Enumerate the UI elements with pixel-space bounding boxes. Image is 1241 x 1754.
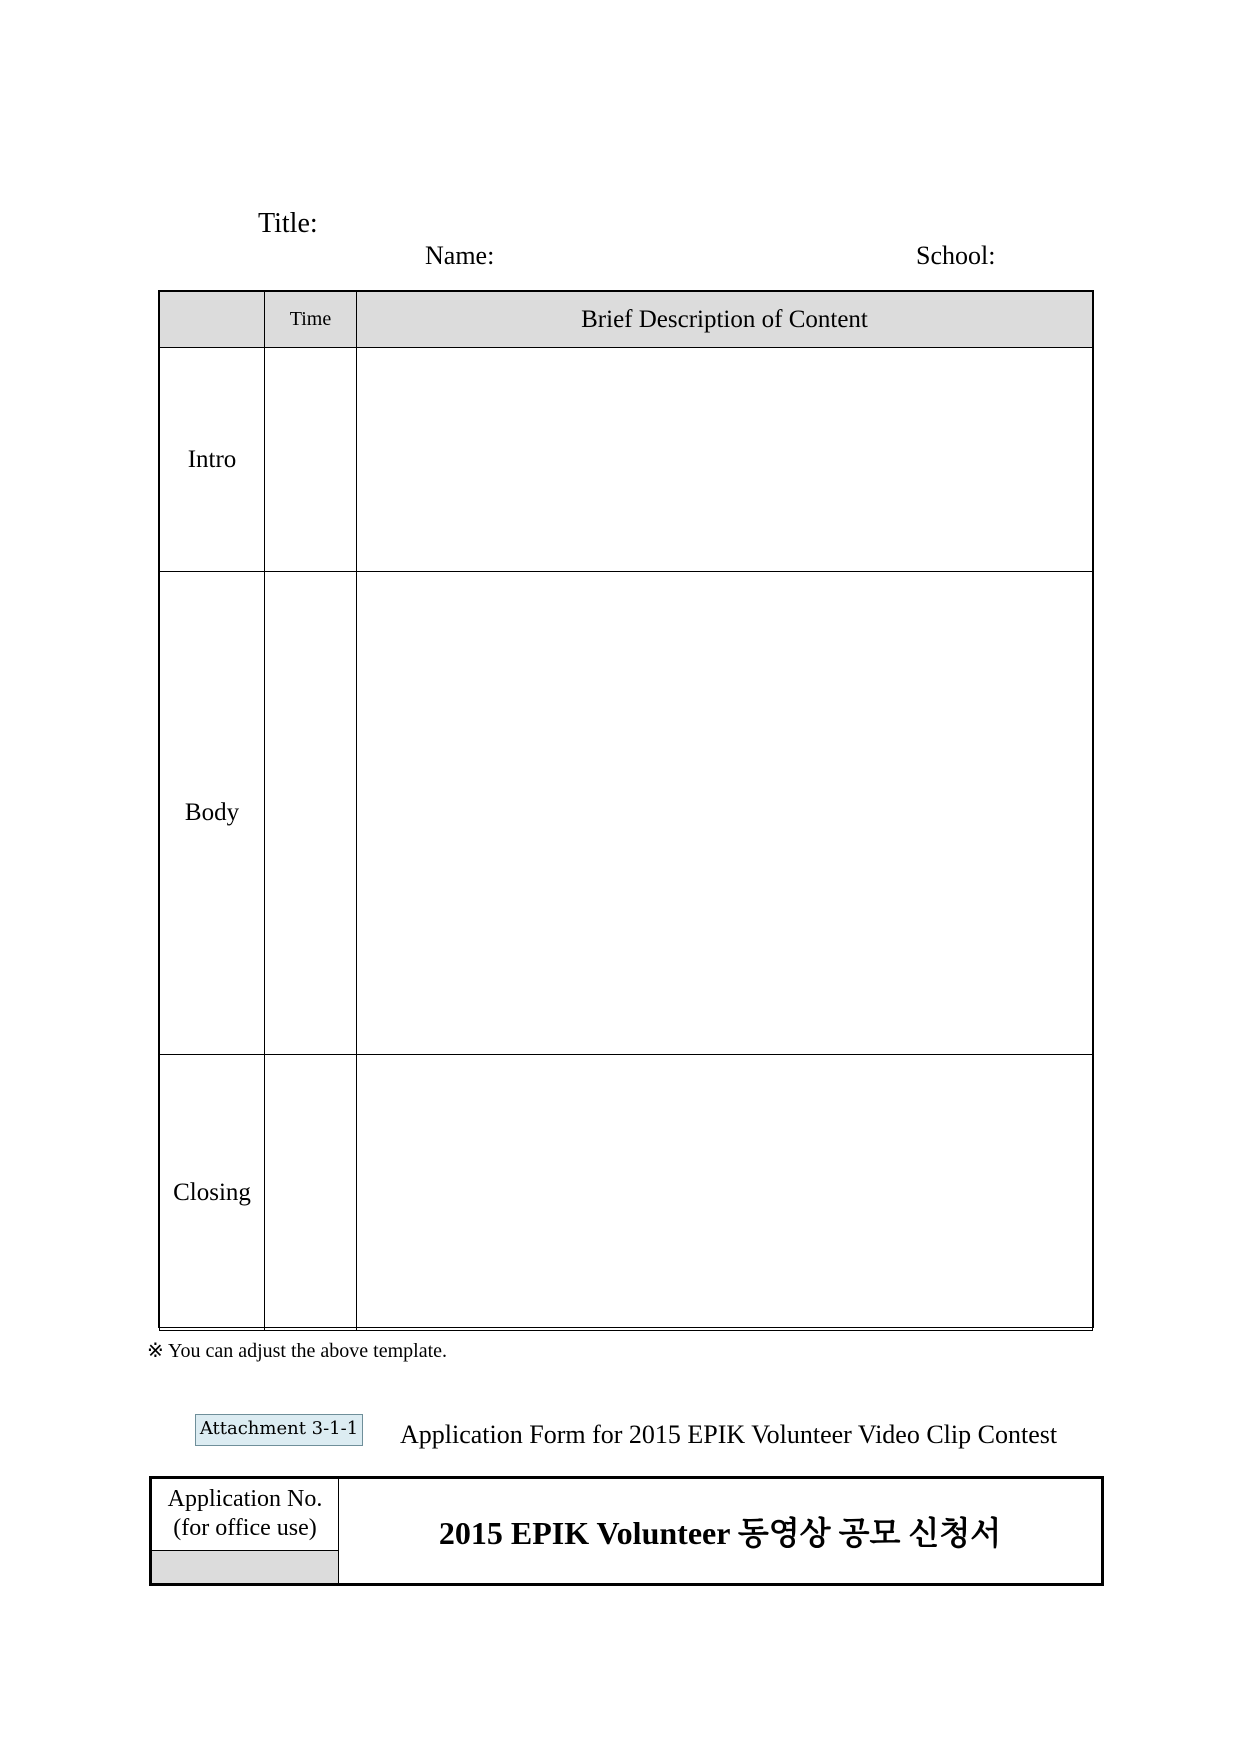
time-cell-body[interactable] — [265, 572, 357, 1055]
application-number-field[interactable] — [152, 1551, 338, 1583]
header-cell-time: Time — [265, 292, 357, 348]
template-note: ※ You can adjust the above template. — [147, 1340, 448, 1362]
content-template-table — [158, 290, 1094, 1328]
table-header-row — [160, 292, 1093, 348]
application-number-cell — [152, 1479, 339, 1583]
table-row — [160, 1055, 1093, 1331]
time-cell-closing[interactable] — [265, 1055, 357, 1331]
school-label: School: — [916, 241, 996, 270]
table-row — [160, 572, 1093, 1055]
row-label-intro: Intro — [160, 348, 265, 572]
header-cell-description: Brief Description of Content — [357, 292, 1093, 348]
title-label: Title: — [258, 208, 318, 239]
application-heading: 2015 EPIK Volunteer 동영상 공모 신청서 — [438, 1515, 1002, 1551]
name-label: Name: — [425, 241, 495, 270]
row-label-closing: Closing — [160, 1055, 265, 1331]
application-number-label-line1: Application No. — [167, 1486, 323, 1512]
attachment-badge: Attachment 3-1-1 — [195, 1414, 363, 1446]
form-title: Application Form for 2015 EPIK Volunteer Video Clip Contest — [400, 1420, 1058, 1449]
description-cell-body[interactable] — [357, 572, 1093, 1055]
description-cell-intro[interactable] — [357, 348, 1093, 572]
application-number-label-line2: (for office use) — [173, 1515, 317, 1541]
time-cell-intro[interactable] — [265, 348, 357, 572]
description-cell-closing[interactable] — [357, 1055, 1093, 1331]
application-number-label — [152, 1479, 338, 1551]
header-cell-blank — [160, 292, 265, 348]
application-header-box — [149, 1476, 1104, 1586]
row-label-body: Body — [160, 572, 265, 1055]
table-row — [160, 348, 1093, 572]
